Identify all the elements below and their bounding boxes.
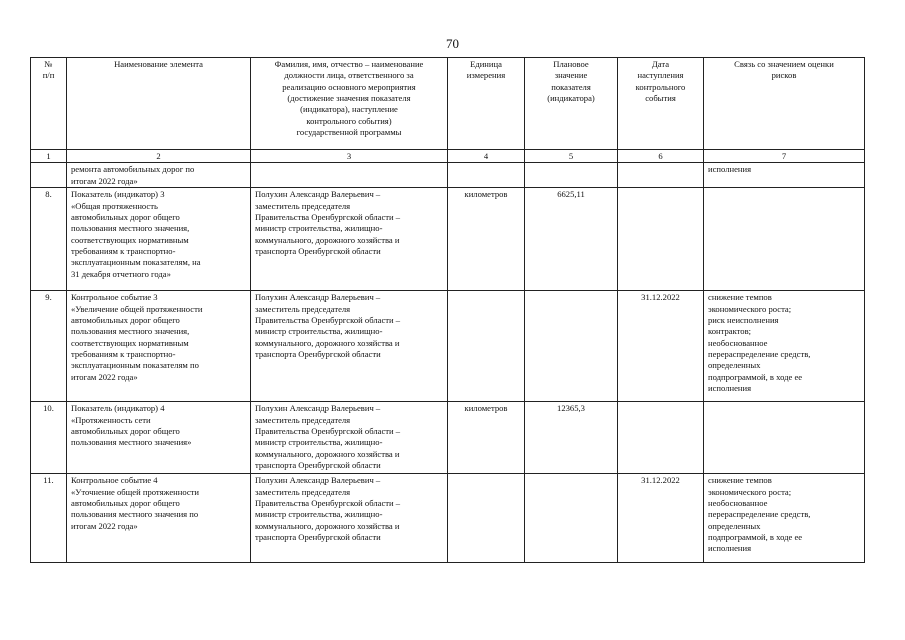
row-number: 10. (31, 402, 67, 474)
page-number: 70 (446, 36, 459, 51)
header-responsible: Фамилия, имя, отчество – наименование должности лица, ответственного за реализацию основного мероприятия (достижение значения показателя (индикатора), наступление контрольного события) государственной программы (251, 58, 448, 150)
plan-table (30, 57, 865, 563)
column-number: 4 (448, 150, 525, 163)
unit (448, 163, 525, 188)
header-unit: Единица измерения (448, 58, 525, 150)
table-row (31, 163, 865, 188)
planned-value (525, 474, 618, 563)
column-number: 6 (618, 150, 704, 163)
column-number: 7 (704, 150, 865, 163)
header-num: № п/п (31, 58, 67, 150)
responsible-person (251, 163, 448, 188)
row-number (31, 163, 67, 188)
responsible-person: Полухин Александр Валерьевич – заместитель председателя Правительства Оренбургской области – министр строительства, жилищно- коммунального, дорожного хозяйства и транспорта Оренбургской области (251, 188, 448, 291)
event-date (618, 163, 704, 188)
row-number: 8. (31, 188, 67, 291)
planned-value: 6625,11 (525, 188, 618, 291)
responsible-person: Полухин Александр Валерьевич – заместитель председателя Правительства Оренбургской области – министр строительства, жилищно- коммунального, дорожного хозяйства и транспорта Оренбургской области (251, 474, 448, 563)
event-date: 31.12.2022 (618, 291, 704, 402)
header-risk-link: Связь со значением оценки рисков (704, 58, 865, 150)
event-date: 31.12.2022 (618, 474, 704, 563)
risk-link (704, 402, 865, 474)
column-number: 1 (31, 150, 67, 163)
row-number: 9. (31, 291, 67, 402)
row-number: 11. (31, 474, 67, 563)
table-row (31, 291, 865, 402)
responsible-person: Полухин Александр Валерьевич – заместитель председателя Правительства Оренбургской области – министр строительства, жилищно- коммунального, дорожного хозяйства и транспорта Оренбургской области (251, 291, 448, 402)
planned-value: 12365,3 (525, 402, 618, 474)
header-element-name: Наименование элемента (67, 58, 251, 150)
responsible-person: Полухин Александр Валерьевич – заместитель председателя Правительства Оренбургской области – министр строительства, жилищно- коммунального, дорожного хозяйства и транспорта Оренбургской области (251, 402, 448, 474)
element-name: Показатель (индикатор) 3 «Общая протяженность автомобильных дорог общего пользования местного значения, соответствующих нормативным требованиям к транспортно- эксплуатационным показателям, на 31 декабря отчетного года» (67, 188, 251, 291)
unit: километров (448, 402, 525, 474)
unit (448, 291, 525, 402)
risk-link: снижение темпов экономического роста; необоснованное перераспределение средств, определенных подпрограммой, в ходе ее исполнения (704, 474, 865, 563)
unit (448, 474, 525, 563)
header-event-date: Дата наступления контрольного события (618, 58, 704, 150)
event-date (618, 402, 704, 474)
element-name: ремонта автомобильных дорог по итогам 2022 года» (67, 163, 251, 188)
planned-value (525, 163, 618, 188)
risk-link (704, 188, 865, 291)
column-number: 3 (251, 150, 448, 163)
header-planned-value: Плановое значение показателя (индикатора) (525, 58, 618, 150)
column-number: 2 (67, 150, 251, 163)
column-number-row (31, 150, 865, 163)
column-number: 5 (525, 150, 618, 163)
element-name: Контрольное событие 4 «Уточнение общей протяженности автомобильных дорог общего пользования местного значения по итогам 2022 года» (67, 474, 251, 563)
risk-link: исполнения (704, 163, 865, 188)
table-row (31, 402, 865, 474)
table-row (31, 474, 865, 563)
risk-link: снижение темпов экономического роста; риск неисполнения контрактов; необоснованное перераспределение средств, определенных подпрограммой, в ходе ее исполнения (704, 291, 865, 402)
table-row (31, 188, 865, 291)
planned-value (525, 291, 618, 402)
element-name: Показатель (индикатор) 4 «Протяженность сети автомобильных дорог общего пользования местного значения» (67, 402, 251, 474)
unit: километров (448, 188, 525, 291)
header-row (31, 58, 865, 150)
element-name: Контрольное событие 3 «Увеличение общей протяженности автомобильных дорог общего пользования местного значения, соответствующих нормативным требованиям к транспортно- эксплуатационным показателям по итогам 2022 года» (67, 291, 251, 402)
event-date (618, 188, 704, 291)
